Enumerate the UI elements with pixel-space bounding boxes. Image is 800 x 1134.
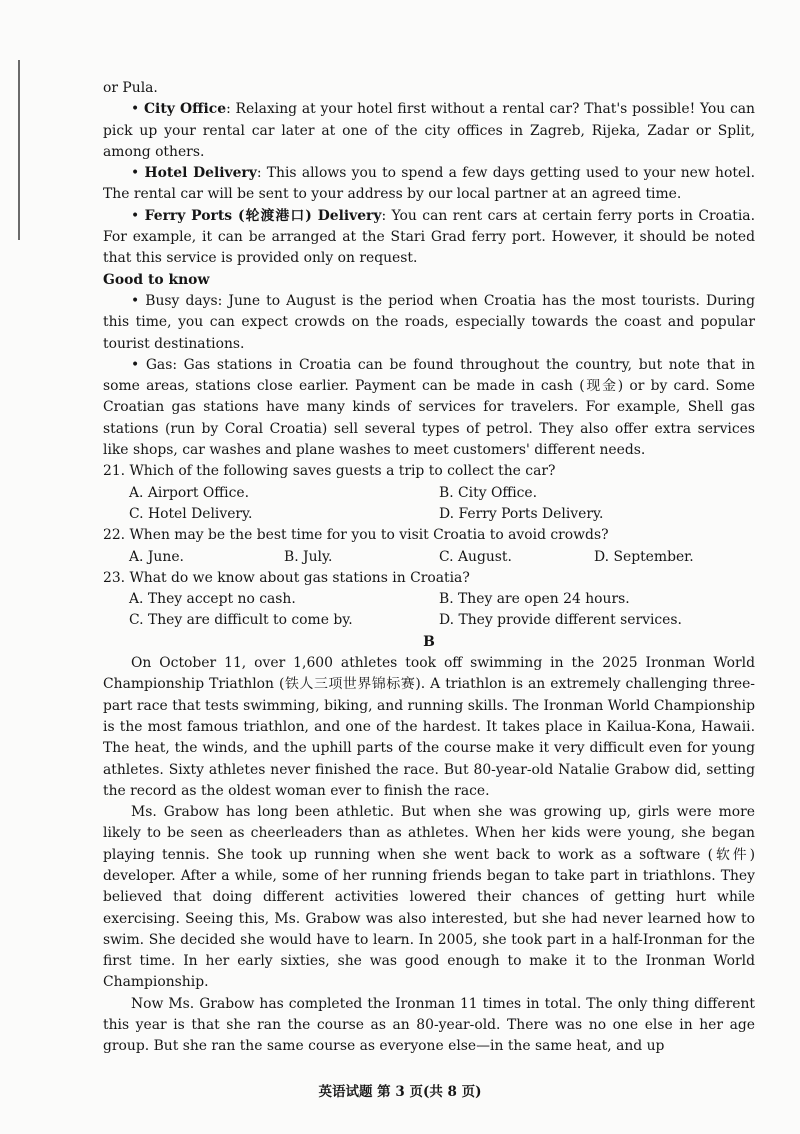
service-city-office: • City Office: Relaxing at your hotel first without a rental car? That's possible! You can pick up your rental car later at one of the city offices in Zagreb, Rijeka, Zadar or Split, among others. xyxy=(103,101,756,160)
question-22-stem: 22. When may be the best time for you to visit Croatia to avoid crowds? xyxy=(103,527,609,544)
good-to-know-heading: Good to know xyxy=(103,271,210,288)
page-content xyxy=(103,78,755,1058)
question-23-stem: 23. What do we know about gas stations in Croatia? xyxy=(103,569,470,586)
option-c[interactable]: C. August. xyxy=(439,548,512,565)
tip-gas: • Gas: Gas stations in Croatia can be found throughout the country, but note that in some areas, stations close earlier. Payment can be made in cash (现金) or by card. Some Croatian gas stations have many kinds of services for travelers. For example, Shell gas stations (run by Coral Croatia) sell several types of petrol. They also offer extra services like shops, car washes and plane washes to meet customers' different needs. xyxy=(103,356,755,459)
question-21-options-row-2 xyxy=(103,504,755,525)
option-d[interactable]: D. Ferry Ports Delivery. xyxy=(439,505,604,522)
service-text: : You can rent cars at certain ferry ports in Croatia. For example, it can be arranged at the Stari Grad ferry port. However, it should be noted that this service is provided only on request. xyxy=(103,207,755,267)
option-a[interactable]: A. June. xyxy=(129,548,184,565)
binding-line xyxy=(18,60,20,240)
option-c[interactable]: C. Hotel Delivery. xyxy=(129,505,253,522)
passage-b-paragraph-1: On October 11, over 1,600 athletes took off swimming in the 2025 Ironman World Championship Triathlon (铁人三项世界锦标赛). A triathlon is an extremely challenging three-part race that tests swimming, biking, and running skills. The Ironman World Championship is the most famous triathlon, and one of the hardest. It takes place in Kailua-Kona, Hawaii. The heat, the winds, and the uphill parts of the course make it very difficult even for young athletes. Sixty athletes never finished the race. But 80-year-old Natalie Grabow did, setting the record as the oldest woman ever to finish the race. xyxy=(103,655,755,799)
passage-b-paragraph-3: Now Ms. Grabow has completed the Ironman 11 times in total. The only thing different this year is that she ran the course as an 80-year-old. There was no one else in her age group. But she ran the same course as everyone else—in the same heat, and up xyxy=(103,995,755,1055)
passage-b-paragraph-2: Ms. Grabow has long been athletic. But when she was growing up, girls were more likely to be seen as cheerleaders than as athletes. When her kids were young, she began playing tennis. She took up running when she went back to work as a software (软件) developer. After a while, some of her running friends began to take part in triathlons. They believed that doing different activities lowered their chances of getting hurt while exercising. Seeing this, Ms. Grabow was also interested, but she had never learned how to swim. She decided she would have to learn. In 2005, she took part in a half-Ironman for the first time. In her early sixties, she was good enough to make it to the Ironman World Championship. xyxy=(103,804,755,991)
question-21-options-row-1 xyxy=(103,483,755,504)
option-a[interactable]: A. Airport Office. xyxy=(129,484,249,501)
option-b[interactable]: B. City Office. xyxy=(439,484,538,501)
question-23-options-row-2 xyxy=(103,610,755,631)
question-22-options xyxy=(103,547,755,568)
service-text: : Relaxing at your hotel first without a rental car? That's possible! You can pick up your rental car later at one of the city offices in Zagreb, Rijeka, Zadar or Split, among others. xyxy=(103,101,756,160)
intro-tail: or Pula. xyxy=(103,80,158,96)
option-b[interactable]: B. They are open 24 hours. xyxy=(439,591,630,608)
service-title: Ferry Ports (轮渡港口) Delivery xyxy=(144,207,382,224)
question-23-options-row-1 xyxy=(103,589,755,610)
option-d[interactable]: D. September. xyxy=(594,548,694,565)
service-title: Hotel Delivery xyxy=(144,165,257,182)
tip-busy-days: • Busy days: June to August is the period when Croatia has the most tourists. During this time, you can expect crowds on the roads, especially towards the coast and popular tourist destinations. xyxy=(103,292,755,352)
page-footer: 英语试题 第 3 页(共 8 页) xyxy=(318,1084,482,1100)
option-b[interactable]: B. July. xyxy=(284,548,333,565)
service-hotel-delivery: • Hotel Delivery: This allows you to spend a few days getting used to your new hotel. The rental car will be sent to your address by our local partner at an agreed time. xyxy=(103,165,756,203)
service-text: : This allows you to spend a few days getting used to your new hotel. The rental car will be sent to your address by our local partner at an agreed time. xyxy=(103,165,756,203)
option-a[interactable]: A. They accept no cash. xyxy=(129,591,296,608)
service-ferry-ports: • Ferry Ports (轮渡港口) Delivery: You can rent cars at certain ferry ports in Croatia. For example, it can be arranged at the Stari Grad ferry port. However, it should be noted that this service is provided only on request. xyxy=(103,207,755,267)
option-c[interactable]: C. They are difficult to come by. xyxy=(129,612,353,629)
option-d[interactable]: D. They provide different services. xyxy=(439,612,682,629)
passage-b-letter: B xyxy=(423,633,435,650)
question-21-stem: 21. Which of the following saves guests a trip to collect the car? xyxy=(103,463,556,480)
service-title: City Office xyxy=(143,101,227,118)
